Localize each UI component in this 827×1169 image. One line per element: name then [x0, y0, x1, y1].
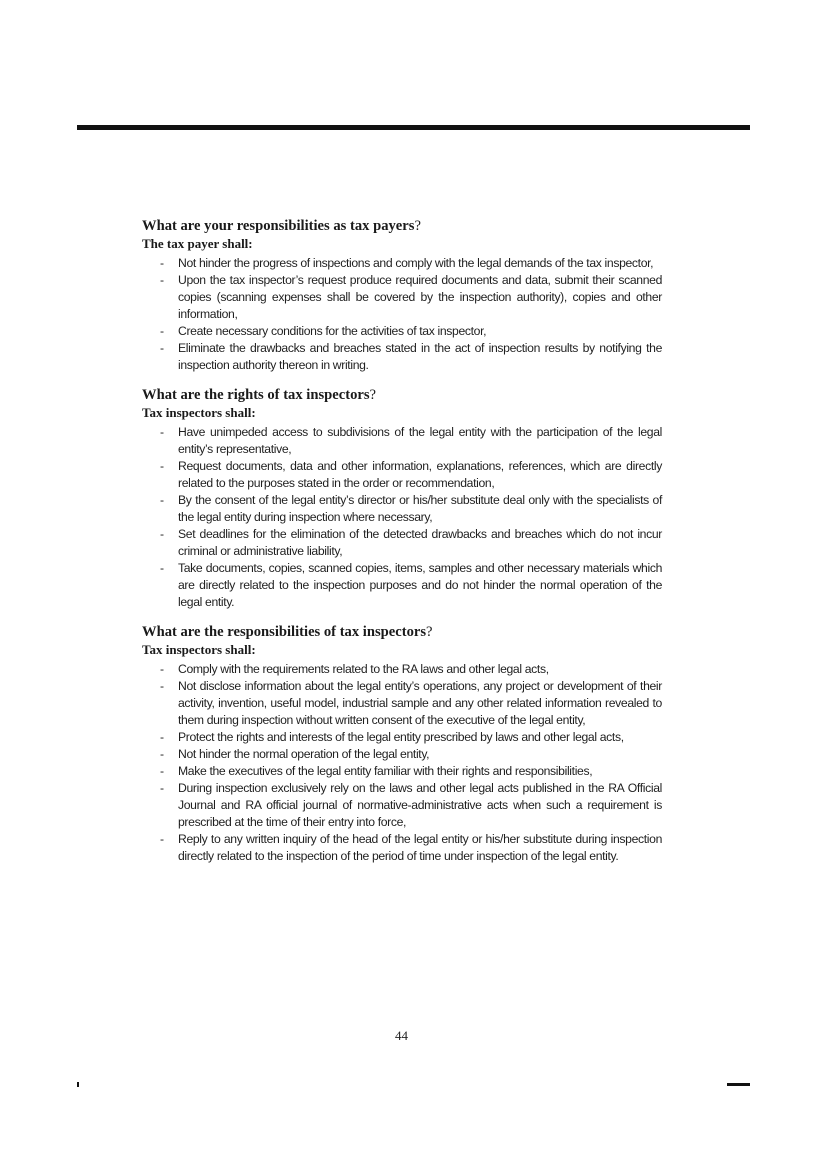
- bullet-dash: -: [160, 832, 164, 846]
- list-item: - Comply with the requirements related to the RA laws and other legal acts,: [160, 662, 549, 676]
- list-item: - During inspection exclusively rely on the laws and other legal acts published in the RA Official Journal and RA official journal of normative-administrative acts when such a requirement is prescribed at the time of their entry into force,: [160, 781, 662, 829]
- list-item: - Eliminate the drawbacks and breaches stated in the act of inspection results by notifying the inspection authority thereon in writing.: [160, 341, 662, 372]
- list-item: - Not hinder the progress of inspections and comply with the legal demands of the tax inspector,: [160, 256, 654, 270]
- bullet-dash: -: [160, 561, 164, 575]
- list-item: - Set deadlines for the elimination of the detected drawbacks and breaches which do not incur criminal or administrative liability,: [160, 527, 662, 558]
- page-content: [142, 217, 662, 877]
- list-item: - Request documents, data and other information, explanations, references, which are directly related to the purposes stated in the order or recommendation,: [160, 459, 662, 490]
- bullet-dash: -: [160, 493, 164, 507]
- section-subheading: Tax inspectors shall:: [142, 405, 256, 420]
- list-item: - Reply to any written inquiry of the head of the legal entity or his/her substitute during inspection directly related to the inspection of the period of time under inspection of the legal entity.: [160, 832, 662, 863]
- list-item: - By the consent of the legal entity’s director or his/her substitute deal only with the specialists of the legal entity during inspection where necessary,: [160, 493, 662, 524]
- bullet-dash: -: [160, 256, 164, 270]
- list-item: - Protect the rights and interests of the legal entity prescribed by laws and other legal acts,: [160, 730, 624, 744]
- rights-list: [142, 424, 662, 611]
- section-heading: What are your responsibilities as tax payers?: [142, 218, 421, 234]
- list-item: - Upon the tax inspector’s request produce required documents and data, submit their scanned copies (scanning expenses shall be covered by the inspection authority), copies and other information,: [160, 273, 662, 321]
- responsibility-list: [142, 661, 662, 865]
- bullet-dash: -: [160, 764, 164, 778]
- list-item: - Have unimpeded access to subdivisions of the legal entity with the participation of the legal entity’s representative,: [160, 425, 662, 456]
- section-heading: What are the responsibilities of tax inspectors?: [142, 624, 433, 640]
- bullet-dash: -: [160, 730, 164, 744]
- section-subheading: Tax inspectors shall:: [142, 642, 256, 657]
- list-item: - Not disclose information about the legal entity’s operations, any project or development of their activity, invention, useful model, industrial sample and any other related information revealed to them during inspection without written consent of the executive of the legal entity,: [160, 679, 662, 727]
- bullet-dash: -: [160, 662, 164, 676]
- bullet-dash: -: [160, 781, 164, 795]
- section-inspector-responsibilities: [142, 623, 662, 865]
- section-taxpayer-responsibilities: [142, 217, 662, 374]
- bullet-dash: -: [160, 273, 164, 287]
- bullet-dash: -: [160, 341, 164, 355]
- list-item: - Take documents, copies, scanned copies, items, samples and other necessary materials which are directly related to the inspection purposes and do not hinder the normal operation of the legal entity.: [160, 561, 662, 609]
- bullet-dash: -: [160, 747, 164, 761]
- bullet-dash: -: [160, 527, 164, 541]
- list-item: - Make the executives of the legal entity familiar with their rights and responsibilities,: [160, 764, 593, 778]
- section-subheading: The tax payer shall:: [142, 236, 253, 251]
- list-item: - Not hinder the normal operation of the legal entity,: [160, 747, 430, 761]
- bullet-dash: -: [160, 679, 164, 693]
- bullet-dash: -: [160, 324, 164, 338]
- section-inspector-rights: [142, 386, 662, 611]
- page-number: 44: [395, 1028, 408, 1043]
- responsibility-list: [142, 255, 662, 374]
- section-heading: What are the rights of tax inspectors?: [142, 387, 377, 403]
- list-item: - Create necessary conditions for the activities of tax inspector,: [160, 324, 487, 338]
- top-horizontal-rule: [77, 125, 750, 130]
- bullet-dash: -: [160, 425, 164, 439]
- bullet-dash: -: [160, 459, 164, 473]
- crop-mark-right: [727, 1083, 750, 1086]
- crop-mark-left: [77, 1082, 79, 1087]
